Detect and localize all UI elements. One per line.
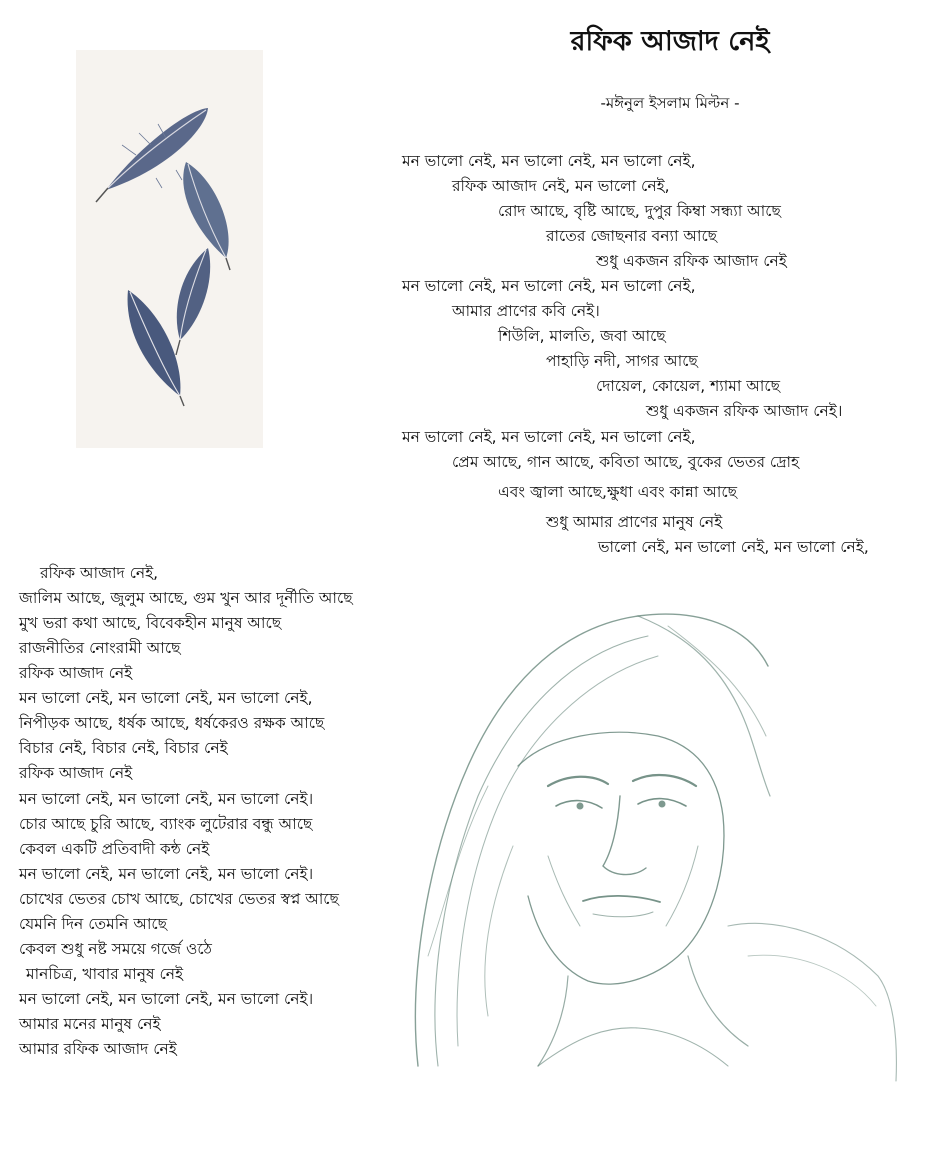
verse-line: ভালো নেই, মন ভালো নেই, মন ভালো নেই, <box>598 538 869 556</box>
feather-3 <box>176 248 210 355</box>
verse-line: আমার মনের মানুষ নেই <box>19 1015 161 1033</box>
verse-line: এবং জ্বালা আছে,ক্ষুধা এবং কান্না আছে <box>498 483 737 501</box>
verse-line: নিপীড়ক আছে, ধর্ষক আছে, ধর্ষকেরও রক্ষক আছে <box>19 714 325 732</box>
verse-line: রাজনীতির নোংরামী আছে <box>19 639 181 657</box>
verse-line: মন ভালো নেই, মন ভালো নেই, মন ভালো নেই। <box>19 865 314 883</box>
verse-line: বিচার নেই, বিচার নেই, বিচার নেই <box>19 739 228 757</box>
verse-line: রফিক আজাদ নেই <box>19 764 133 782</box>
verse-line: রফিক আজাদ নেই <box>19 664 133 682</box>
verse-line: কেবল শুধু নষ্ট সময়ে গর্জে ওঠে <box>19 940 212 958</box>
verse-line: চোর আছে চুরি আছে, ব্যাংক লুটেরার বন্ধু আছে <box>19 815 313 833</box>
verse-line: রফিক আজাদ নেই, <box>40 564 159 582</box>
verse-line: আমার রফিক আজাদ নেই <box>19 1040 177 1058</box>
verse-line: শুধু একজন রফিক আজাদ নেই। <box>646 402 843 420</box>
verse-line: মন ভালো নেই, মন ভালো নেই, মন ভালো নেই। <box>19 790 314 808</box>
verse-line: রাতের জোছনার বন্যা আছে <box>546 227 718 245</box>
verse-line: প্রেম আছে, গান আছে, কবিতা আছে, বুকের ভেতর দ্রোহ <box>452 453 800 471</box>
verse-line: মন ভালো নেই, মন ভালো নেই, মন ভালো নেই, <box>19 689 313 707</box>
verse-line: চোখের ভেতর চোখ আছে, চোখের ভেতর স্বপ্ন আছে <box>19 890 339 908</box>
poem-author: -মঈনুল ইসলাম মিল্টন - <box>600 94 740 112</box>
verse-line: শুধু একজন রফিক আজাদ নেই <box>596 252 787 270</box>
pencil-portrait-sketch <box>398 596 900 1086</box>
verse-line: মন ভালো নেই, মন ভালো নেই, মন ভালো নেই। <box>19 990 314 1008</box>
verse-line: মন ভালো নেই, মন ভালো নেই, মন ভালো নেই, <box>402 152 696 170</box>
verse-line: রোদ আছে, বৃষ্টি আছে, দুপুর কিম্বা সন্ধ্যা আছে <box>498 202 781 220</box>
feathers-graphic <box>76 50 263 448</box>
verse-line: পাহাড়ি নদী, সাগর আছে <box>546 352 698 370</box>
verse-line: শিউলি, মালতি, জবা আছে <box>498 327 666 345</box>
verse-line: মুখ ভরা কথা আছে, বিবেকহীন মানুষ আছে <box>19 614 282 632</box>
feather-illustration <box>76 50 263 448</box>
verse-line: দোয়েল, কোয়েল, শ্যামা আছে <box>596 377 780 395</box>
verse-line: মন ভালো নেই, মন ভালো নেই, মন ভালো নেই, <box>402 428 696 446</box>
feather-4 <box>128 290 184 406</box>
portrait-graphic <box>398 596 900 1086</box>
verse-line: শুধু আমার প্রাণের মানুষ নেই <box>546 513 723 531</box>
verse-line: মানচিত্র, খাবার মানুষ নেই <box>26 965 184 983</box>
verse-line: রফিক আজাদ নেই, মন ভালো নেই, <box>452 177 670 195</box>
poem-title: রফিক আজাদ নেই <box>570 26 770 57</box>
verse-line: আমার প্রাণের কবি নেই। <box>452 302 600 320</box>
verse-line: জালিম আছে, জুলুম আছে, গুম খুন আর দূর্নীতি আছে <box>19 589 353 607</box>
verse-line: কেবল একটি প্রতিবাদী কন্ঠ নেই <box>19 840 210 858</box>
verse-line: মন ভালো নেই, মন ভালো নেই, মন ভালো নেই, <box>402 277 696 295</box>
verse-line: যেমনি দিন তেমনি আছে <box>19 915 168 933</box>
